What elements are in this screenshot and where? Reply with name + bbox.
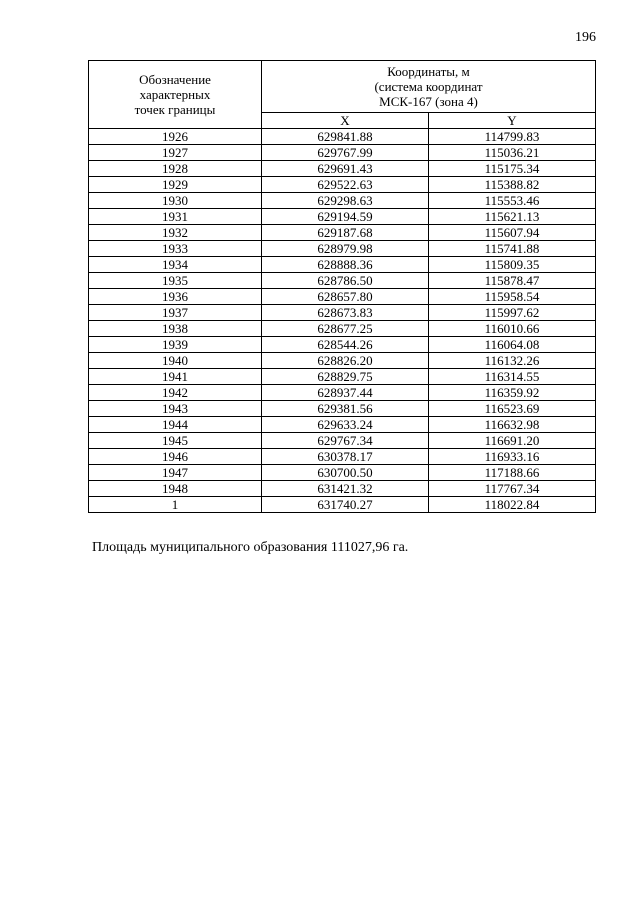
table-row (89, 401, 596, 417)
table-row (89, 241, 596, 257)
x-coordinate-cell: 630378.17 (262, 449, 429, 465)
table-row (89, 289, 596, 305)
x-coordinate-cell: 629767.99 (262, 145, 429, 161)
y-coordinate-cell: 115621.13 (429, 209, 596, 225)
point-id-cell: 1948 (89, 481, 262, 497)
y-coordinate-cell: 116933.16 (429, 449, 596, 465)
table-row (89, 433, 596, 449)
y-coordinate-cell: 116359.92 (429, 385, 596, 401)
point-id-cell: 1937 (89, 305, 262, 321)
x-coordinate-cell: 631740.27 (262, 497, 429, 513)
table-body (89, 129, 596, 513)
x-coordinate-cell: 628826.20 (262, 353, 429, 369)
x-coordinate-cell: 628979.98 (262, 241, 429, 257)
x-coordinate-cell: 628677.25 (262, 321, 429, 337)
point-id-cell: 1947 (89, 465, 262, 481)
point-id-cell: 1929 (89, 177, 262, 193)
point-id-cell: 1934 (89, 257, 262, 273)
y-coordinate-cell: 115741.88 (429, 241, 596, 257)
y-coordinate-cell: 116132.26 (429, 353, 596, 369)
point-id-cell: 1927 (89, 145, 262, 161)
x-coordinate-cell: 629633.24 (262, 417, 429, 433)
y-coordinate-cell: 115388.82 (429, 177, 596, 193)
y-coordinate-cell: 117188.66 (429, 465, 596, 481)
x-coordinate-cell: 631421.32 (262, 481, 429, 497)
table-row (89, 257, 596, 273)
x-coordinate-cell: 629194.59 (262, 209, 429, 225)
table-row (89, 449, 596, 465)
coordinates-header (262, 61, 596, 113)
y-coordinate-cell: 115553.46 (429, 193, 596, 209)
x-coordinate-cell: 628673.83 (262, 305, 429, 321)
y-coordinate-cell: 115809.35 (429, 257, 596, 273)
point-id-cell: 1941 (89, 369, 262, 385)
table-row (89, 305, 596, 321)
x-coordinate-cell: 630700.50 (262, 465, 429, 481)
table-header-row (89, 61, 596, 113)
y-coordinate-cell: 118022.84 (429, 497, 596, 513)
point-id-cell: 1 (89, 497, 262, 513)
table-row (89, 369, 596, 385)
y-coordinate-cell: 115878.47 (429, 273, 596, 289)
y-coordinate-cell: 116632.98 (429, 417, 596, 433)
table-row (89, 321, 596, 337)
x-coordinate-cell: 629298.63 (262, 193, 429, 209)
table-row (89, 177, 596, 193)
coordinates-table (88, 60, 596, 513)
point-id-cell: 1931 (89, 209, 262, 225)
table-row (89, 337, 596, 353)
coords-header-line: Координаты, м (387, 64, 470, 79)
y-coordinate-cell: 116314.55 (429, 369, 596, 385)
point-header-line: характерных (139, 87, 211, 102)
table-row (89, 161, 596, 177)
point-id-cell: 1926 (89, 129, 262, 145)
point-id-cell: 1933 (89, 241, 262, 257)
x-coordinate-cell: 629841.88 (262, 129, 429, 145)
y-coordinate-cell: 116691.20 (429, 433, 596, 449)
point-header-line: Обозначение (139, 72, 211, 87)
x-coordinate-cell: 628937.44 (262, 385, 429, 401)
table-row (89, 481, 596, 497)
point-id-cell: 1945 (89, 433, 262, 449)
point-id-cell: 1935 (89, 273, 262, 289)
y-coordinate-cell: 115997.62 (429, 305, 596, 321)
table-row (89, 129, 596, 145)
x-coordinate-cell: 628544.26 (262, 337, 429, 353)
table-row (89, 497, 596, 513)
table-row (89, 353, 596, 369)
point-id-cell: 1946 (89, 449, 262, 465)
coords-header-line: МСК-167 (зона 4) (379, 94, 478, 109)
table-row (89, 417, 596, 433)
coords-header-line: (система координат (374, 79, 483, 94)
point-id-cell: 1943 (89, 401, 262, 417)
table-row (89, 465, 596, 481)
x-coordinate-cell: 628786.50 (262, 273, 429, 289)
table-row (89, 145, 596, 161)
x-coordinate-cell: 629691.43 (262, 161, 429, 177)
x-column-header: X (262, 113, 429, 129)
table-row (89, 273, 596, 289)
y-coordinate-cell: 116010.66 (429, 321, 596, 337)
y-coordinate-cell: 115036.21 (429, 145, 596, 161)
x-coordinate-cell: 629187.68 (262, 225, 429, 241)
y-coordinate-cell: 116523.69 (429, 401, 596, 417)
table-row (89, 209, 596, 225)
y-coordinate-cell: 115175.34 (429, 161, 596, 177)
point-id-cell: 1939 (89, 337, 262, 353)
x-coordinate-cell: 628888.36 (262, 257, 429, 273)
table-row (89, 225, 596, 241)
point-id-cell: 1942 (89, 385, 262, 401)
point-header-line: точек границы (134, 102, 216, 117)
point-designation-header (89, 61, 262, 129)
point-id-cell: 1938 (89, 321, 262, 337)
x-coordinate-cell: 629522.63 (262, 177, 429, 193)
point-id-cell: 1944 (89, 417, 262, 433)
x-coordinate-cell: 628829.75 (262, 369, 429, 385)
x-coordinate-cell: 628657.80 (262, 289, 429, 305)
point-id-cell: 1932 (89, 225, 262, 241)
point-id-cell: 1936 (89, 289, 262, 305)
x-coordinate-cell: 629381.56 (262, 401, 429, 417)
y-column-header: Y (429, 113, 596, 129)
area-note: Площадь муниципального образования 111027,96 га. (92, 540, 409, 555)
page-number: 196 (575, 30, 596, 45)
y-coordinate-cell: 117767.34 (429, 481, 596, 497)
table-row (89, 385, 596, 401)
point-id-cell: 1930 (89, 193, 262, 209)
x-coordinate-cell: 629767.34 (262, 433, 429, 449)
y-coordinate-cell: 116064.08 (429, 337, 596, 353)
y-coordinate-cell: 115958.54 (429, 289, 596, 305)
y-coordinate-cell: 115607.94 (429, 225, 596, 241)
point-id-cell: 1940 (89, 353, 262, 369)
y-coordinate-cell: 114799.83 (429, 129, 596, 145)
table-row (89, 193, 596, 209)
point-id-cell: 1928 (89, 161, 262, 177)
